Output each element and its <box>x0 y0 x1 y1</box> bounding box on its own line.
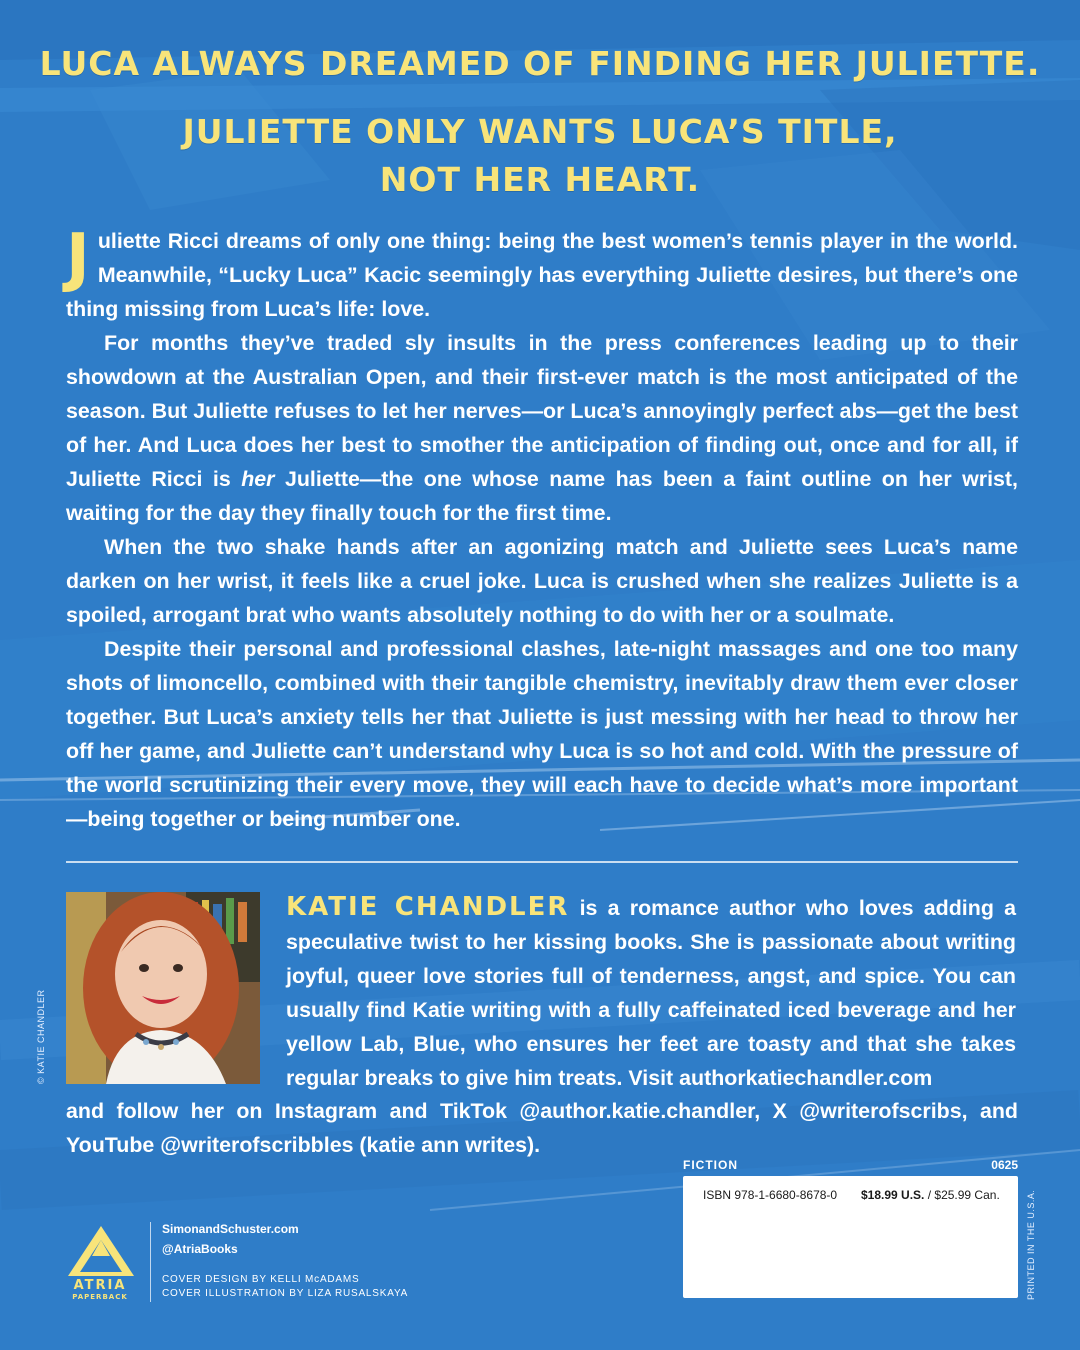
book-blurb <box>66 221 1018 836</box>
price <box>861 1188 1000 1202</box>
printed-in-label: PRINTED IN THE U.S.A. <box>1026 1189 1036 1300</box>
author-photo <box>66 892 260 1084</box>
headline-line-2: JULIETTE ONLY WANTS LUCA’S TITLE, <box>182 112 898 151</box>
cover-credits <box>162 1273 408 1301</box>
author-name: KATIE CHANDLER <box>286 892 570 922</box>
genre-label: FICTION <box>683 1158 738 1172</box>
headline-line-3: NOT HER HEART. <box>379 160 701 199</box>
author-bio <box>286 890 1016 1095</box>
blurb-paragraph-2-text-b: Juliette—the one whose name has been a faint outline on her wrist, waiting for the day they finally touch for the first time. <box>66 467 1018 525</box>
author-bio-continued: and follow her on Instagram and TikTok @author.katie.chandler, X @writerofscribs, and YouTube @writerofscribbles (katie ann writes). <box>66 1099 1018 1157</box>
blurb-paragraph-1 <box>66 221 1018 326</box>
blurb-paragraph-2-text-a: For months they’ve traded sly insults in the press conferences leading up to their showdown at the Australian Open, and their first-ever match is the most anticipated of the season. But Juliette refuses to let her nerves—or Luca’s annoyingly perfect abs—get the best of her. And Luca does her best to smother the anticipation of finding out, once and for all, if Juliette Ricci is <box>66 331 1018 491</box>
drop-cap: J <box>66 221 90 295</box>
blurb-paragraph-1-text: uliette Ricci dreams of only one thing: being the best women’s tennis player in the world. Meanwhile, “Lucky Luca” Kacic seemingly has everything Juliette desires, but there’s one thing missing from Luca’s life: love. <box>66 229 1018 321</box>
barcode-box <box>683 1176 1018 1298</box>
blurb-paragraph-3: When the two shake hands after an agonizing match and Juliette sees Luca’s name darken on her wrist, it feels like a cruel joke. Luca is crushed when she realizes Juliette is a spoiled, arrogant brat who wants absolutely nothing to do with her or a soulmate. <box>66 535 1018 627</box>
cover-illustration-credit: COVER ILLUSTRATION BY LIZA RUSALSKAYA <box>162 1288 409 1299</box>
blurb-paragraph-2 <box>66 326 1018 530</box>
cover-design-credit: COVER DESIGN BY KELLI McADAMS <box>162 1274 360 1285</box>
author-bio-text: is a romance author who loves adding a speculative twist to her kissing books. She is passionate about writing joyful, queer love stories full of tenderness, angst, and spice. You can usually find Katie writing with a fully caffeinated iced beverage and her yellow Lab, Blue, who ensures her feet are toasty and that she takes regular breaks to give him treats. Visit authorkatiechandler.com <box>286 896 1016 1090</box>
section-divider <box>66 861 1018 863</box>
publisher-links <box>162 1219 299 1259</box>
blurb-emphasis: her <box>241 467 275 491</box>
publisher-logo-name: ATRIA <box>73 1278 127 1293</box>
photo-credit: © KATIE CHANDLER <box>36 989 46 1084</box>
price-canada: $25.99 Can. <box>934 1188 1000 1202</box>
blurb-paragraph-4: Despite their personal and professional clashes, late-night massages and one too many shots of limoncello, combined with their tangible chemistry, inevitably draw them ever closer together. But Luca’s anxiety tells her that Juliette is just messing with her head to throw her off her game, and Juliette can’t understand why Luca is so hot and cold. With the pressure of the world scrutinizing their every move, they will each have to decide what’s more important—being together or being number one. <box>66 637 1018 831</box>
publisher-logo-subtitle: PAPERBACK <box>72 1293 128 1301</box>
isbn: ISBN 978-1-6680-8678-0 <box>703 1188 838 1202</box>
price-us: $18.99 U.S. <box>861 1188 925 1202</box>
price-separator: / <box>924 1188 935 1202</box>
publisher-handle: @AtriaBooks <box>162 1242 238 1256</box>
publisher-divider <box>150 1222 151 1302</box>
publisher-website: SimonandSchuster.com <box>162 1222 299 1236</box>
release-code: 0625 <box>991 1158 1018 1172</box>
headline-line-1: LUCA ALWAYS DREAMED OF FINDING HER JULIETTE. <box>39 44 1041 83</box>
